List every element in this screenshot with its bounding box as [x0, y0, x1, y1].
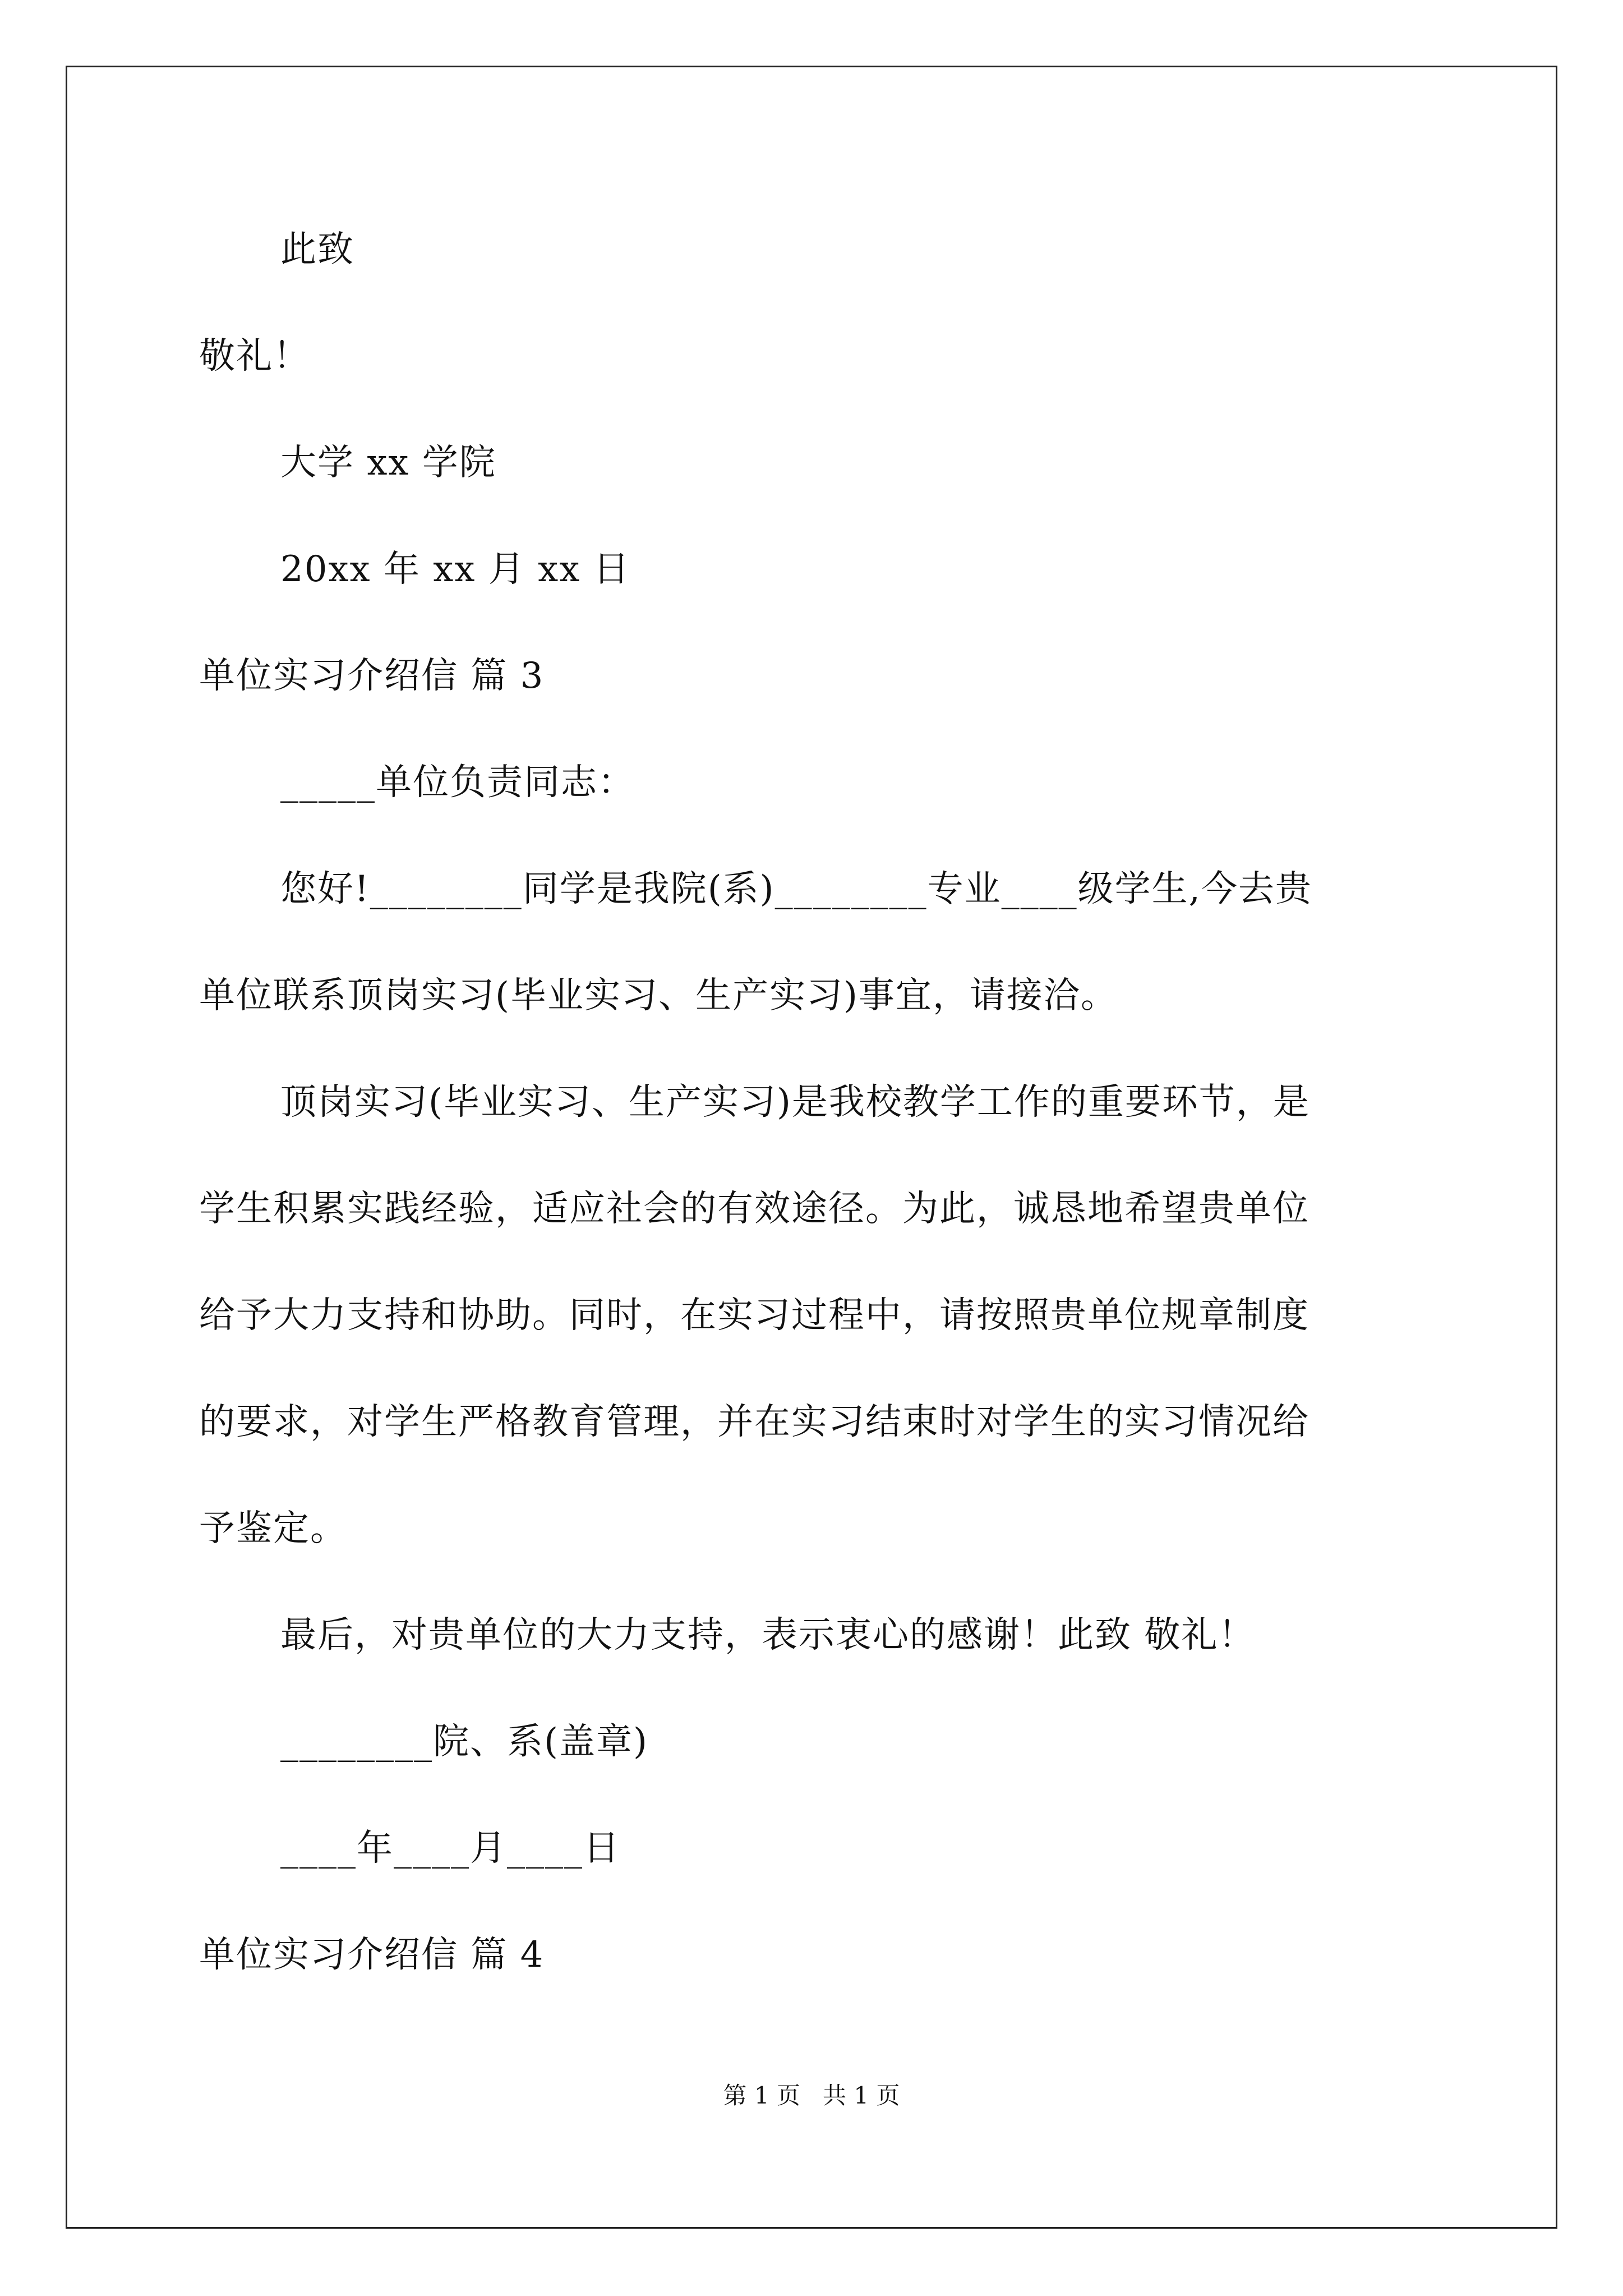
page-number-footer: 第 1 页 共 1 页	[723, 2082, 900, 2109]
section-heading-4: 单位实习介绍信 篇 4	[199, 1934, 545, 1976]
body-paragraph-line: 给予大力支持和协助。同时，在实习过程中，请按照贵单位规章制度	[199, 1295, 1310, 1336]
signature-date-line: ____年____月____日	[280, 1828, 620, 1869]
body-paragraph-line: 的要求，对学生严格教育管理，并在实习结束时对学生的实习情况给	[199, 1401, 1310, 1443]
sender-date: 20xx 年 xx 月 xx 日	[280, 549, 630, 590]
page-border	[66, 66, 1557, 2229]
body-paragraph-line: 予鉴定。	[199, 1508, 347, 1549]
signature-seal-line: ________院、系(盖章)	[280, 1721, 648, 1763]
body-paragraph-line: 单位联系顶岗实习(毕业实习、生产实习)事宜，请接洽。	[199, 975, 1118, 1016]
sender-institution: 大学 xx 学院	[280, 442, 496, 484]
body-paragraph-line: 顶岗实习(毕业实习、生产实习)是我校教学工作的重要环节，是	[280, 1082, 1310, 1123]
closing-salutation: 此致	[280, 229, 354, 270]
body-paragraph-line: 您好!________同学是我院(系)________专业____级学生,今去贵	[280, 868, 1312, 910]
section-heading-3: 单位实习介绍信 篇 3	[199, 655, 545, 697]
closing-paragraph: 最后，对贵单位的大力支持，表示衷心的感谢！此致 敬礼！	[280, 1614, 1256, 1656]
regards-line: 敬礼！	[199, 335, 310, 377]
body-paragraph-line: 学生积累实践经验，适应社会的有效途径。为此，诚恳地希望贵单位	[199, 1188, 1310, 1230]
recipient-greeting: _____单位负责同志：	[280, 762, 635, 803]
